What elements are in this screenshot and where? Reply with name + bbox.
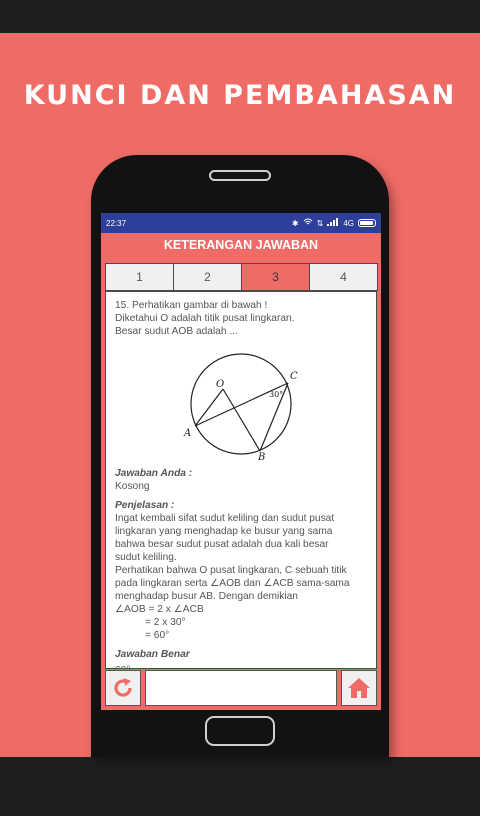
explanation-line: menghadap busur AB. Dengan demikian [115,591,298,602]
question-line: Diketahui O adalah titik pusat lingkaran. [115,313,295,324]
home-icon [347,677,371,699]
status-time: 22:37 [106,218,127,228]
promo-title: KUNCI DAN PEMBAHASAN [23,80,457,111]
status-bar [101,213,381,233]
tab-2[interactable]: 2 [173,263,242,291]
footer-bar [105,669,377,707]
user-answer-value: Kosong [115,481,150,492]
label-o: O [216,379,225,390]
math-step: = 60° [145,630,170,641]
phone-speaker [209,170,271,181]
math-step: ∠AOB = 2 x ∠ACB [115,604,204,615]
refresh-button[interactable] [105,670,141,706]
label-a: A [184,428,192,439]
network-type: 4G [343,218,354,228]
explanation-line: pada lingkaran serta ∠AOB dan ∠ACB sama-sama [115,578,350,589]
label-c: C [290,371,298,382]
question-line: 15. Perhatikan gambar di bawah ! [115,300,268,311]
phone-home-button[interactable] [205,716,275,746]
explanation-line: Ingat kembali sifat sudut keliling dan sudut pusat [115,513,335,524]
phone-screen [101,213,381,710]
tab-3[interactable]: 3 [241,263,310,291]
data-transfer-icon: ⇅ [316,218,324,228]
explanation-line: lingkaran yang menghadap ke busur yang sama [115,526,333,537]
tab-4[interactable]: 4 [309,263,378,291]
explanation-line: sudut keliling. [115,552,177,563]
wifi-icon [303,218,313,228]
app-title: KETERANGAN JAWABAN [163,238,319,252]
tab-bar [105,263,377,291]
correct-answer-label: Jawaban Benar [115,649,190,660]
top-black-band [0,0,480,33]
math-step: = 2 x 30° [145,617,186,628]
question-line: Besar sudut AOB adalah ... [115,326,238,337]
explanation-label: Penjelasan : [115,500,175,511]
battery-icon [358,219,376,227]
user-answer-label: Jawaban Anda : [115,468,193,479]
home-button[interactable] [341,670,377,706]
tab-1[interactable]: 1 [105,263,174,291]
signal-icon [327,218,339,228]
answer-content [105,291,377,669]
label-b: B [258,452,266,463]
angle-label: 30° [269,390,284,399]
circle-geometry-figure [171,346,311,461]
bluetooth-icon: ✱ [291,218,299,228]
status-icons [292,218,376,228]
explanation-line: Perhatikan bahwa O pusat lingkaran, C sebuah titik [115,565,347,576]
footer-blank-panel [145,670,337,706]
explanation-line: bahwa besar sudut pusat adalah dua kali besar [115,539,329,550]
bottom-black-band [0,757,480,816]
refresh-icon [111,676,135,700]
